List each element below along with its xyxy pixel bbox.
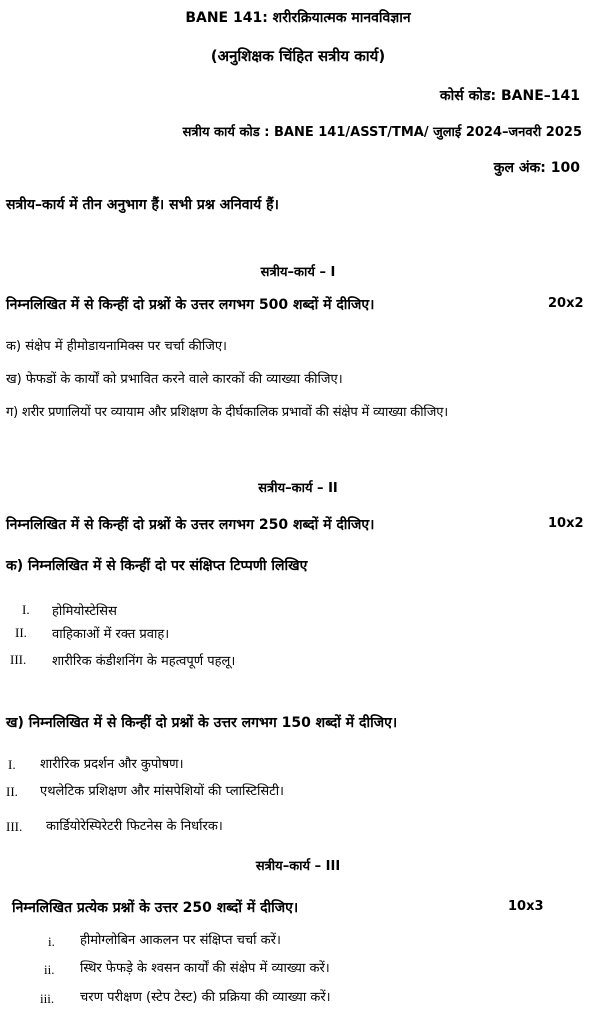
document-title: BANE 141: शरीरक्रियात्मक मानवविज्ञान [185, 10, 411, 26]
assignment-code: सत्रीय कार्य कोड : BANE 141/ASST/TMA/ जुलाई 2024–जनवरी 2025 [182, 125, 582, 140]
list-item: वाहिकाओं में रक्त प्रवाह। [52, 627, 170, 642]
general-instruction: सत्रीय–कार्य में तीन अनुभाग हैं। सभी प्रश्न अनिवार्य हैं। [6, 197, 279, 213]
list-item: चरण परीक्षण (स्टेप टेस्ट) की प्रक्रिया की व्याख्या करें। [80, 990, 331, 1005]
section-1-marks: 20x2 [548, 296, 584, 311]
section-2-title: सत्रीय–कार्य – II [258, 481, 338, 496]
list-number: II. [15, 625, 27, 640]
section-3-title: सत्रीय–कार्य – III [255, 859, 341, 874]
section-2-marks: 10x2 [548, 516, 584, 531]
list-item: शारीरिक कंडीशनिंग के महत्वपूर्ण पहलू। [52, 654, 236, 669]
list-number: III. [6, 819, 23, 834]
list-item: एथलेटिक प्रशिक्षण और मांसपेशियों की प्लास्टिसिटी। [40, 784, 284, 799]
section-2-instruction: निम्नलिखित में से किन्हीं दो प्रश्नों के उत्तर लगभग 250 शब्दों में दीजिए। [6, 517, 375, 533]
list-item: कार्डियोरेस्पिरेटरी फिटनेस के निर्धारक। [46, 819, 223, 834]
total-marks: कुल अंक: 100 [493, 160, 580, 176]
section-1-question: ख) फेफडों के कार्यों को प्रभावित करने वाले कारकों की व्याख्या कीजिए। [6, 372, 343, 387]
section-2-part-b-heading: ख) निम्नलिखित में से किन्हीं दो प्रश्नों के उत्तर लगभग 150 शब्दों में दीजिए। [6, 715, 398, 731]
section-1-instruction: निम्नलिखित में से किन्हीं दो प्रश्नों के उत्तर लगभग 500 शब्दों में दीजिए। [6, 297, 375, 313]
list-number: i. [48, 934, 55, 949]
list-item: स्थिर फेफड़े के श्वसन कार्यों की संक्षेप में व्याख्या करें। [80, 961, 330, 976]
section-1-title: सत्रीय–कार्य – I [260, 265, 336, 280]
course-code: कोर्स कोड: BANE–141 [439, 88, 580, 104]
document-subtitle: (अनुशिक्षक चिंहित सत्रीय कार्य) [210, 47, 386, 65]
list-item: शारीरिक प्रदर्शन और कुपोषण। [40, 757, 184, 772]
section-3-marks: 10x3 [508, 899, 544, 914]
list-number: III. [10, 652, 27, 667]
section-3-instruction: निम्नलिखित प्रत्येक प्रश्नों के उत्तर 250 शब्दों में दीजिए। [12, 900, 299, 916]
section-2-part-a-heading: क) निम्नलिखित में से किन्हीं दो पर संक्षिप्त टिप्पणी लिखिए [6, 558, 308, 574]
list-number: iii. [40, 991, 55, 1006]
list-number: I. [22, 602, 30, 617]
list-item: होमियोस्टेसिस [52, 604, 117, 619]
list-number: ii. [44, 962, 55, 977]
section-1-question: ग) शरीर प्रणालियों पर व्यायाम और प्रशिक्षण के दीर्घकालिक प्रभावों की संक्षेप में व्याख्या कीजिए। [6, 405, 448, 420]
list-number: I. [8, 757, 16, 772]
section-1-question: क) संक्षेप में हीमोडायनामिक्स पर चर्चा कीजिए। [6, 339, 227, 354]
list-number: II. [6, 784, 18, 799]
list-item: हीमोग्लोबिन आकलन पर संक्षिप्त चर्चा करें। [80, 933, 281, 948]
